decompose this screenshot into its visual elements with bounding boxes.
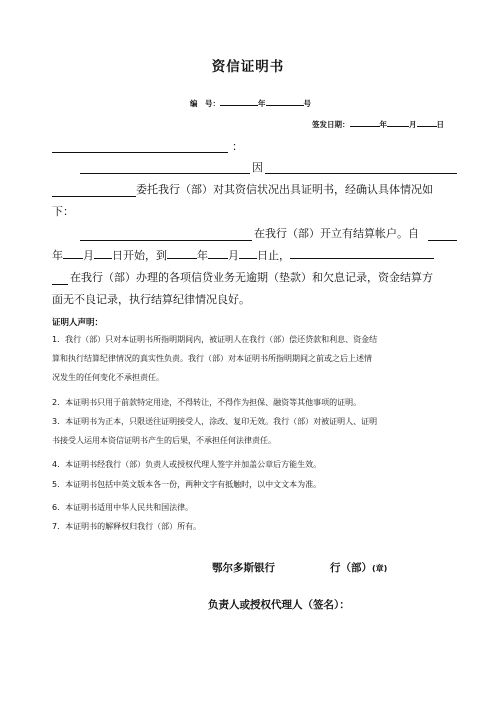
good-record-text: 面无不良记录，执行结算纪律情况良好。	[52, 293, 250, 306]
purpose-blank-2[interactable]	[52, 196, 136, 197]
account-holder-blank[interactable]	[80, 240, 252, 241]
issue-date-row	[312, 117, 444, 130]
statement-line-2: 算和执行结算纪律情况的真实性负责。我行（部）对本证明书所指明期间之前或之后上述情	[52, 354, 372, 363]
end-month-unit: 月	[228, 249, 239, 262]
issue-day-blank[interactable]	[417, 117, 437, 127]
statement-line-8: 5．本证明书包括中英文版本各一份，两种文字有抵触时，以中文文本为准。	[52, 480, 322, 489]
issue-year: 年	[379, 120, 387, 129]
start-day-unit: 日开始，到	[112, 249, 167, 262]
purpose-blank[interactable]	[265, 173, 457, 174]
end-day-blank[interactable]	[239, 249, 257, 259]
below-text: 下：	[52, 205, 74, 218]
credit-text: 在我行（部）办理的各项信贷业务无逾期（垫款）和欠息记录，资金结算方	[70, 271, 433, 284]
issue-month: 月	[409, 120, 417, 129]
issue-date-label: 签发日期：	[312, 120, 350, 129]
bank-name: 鄂尔多斯银行	[212, 562, 275, 574]
statement-line-9: 6．本证明书适用中华人民共和国法律。	[52, 503, 194, 512]
client-blank[interactable]	[290, 249, 434, 259]
statement-line-1: 1．我行（部）只对本证明书所指明期间内，被证明人在我行（部）偿还贷款和利息、资金结	[52, 335, 378, 344]
end-month-blank[interactable]	[208, 249, 228, 259]
start-month-unit: 月	[83, 249, 94, 262]
end-year-blank[interactable]	[167, 249, 197, 259]
document-title: 资信证明书	[211, 59, 285, 75]
statement-line-10: 7．本证明书的解释权归我行（部）所有。	[52, 522, 202, 531]
because-text: 因	[252, 161, 263, 174]
account-opened-text: 在我行（部）开立有结算帐户。自	[254, 227, 419, 240]
client-blank-2[interactable]	[52, 284, 68, 285]
signer-label: 负责人或授权代理人（签名）：	[208, 599, 350, 611]
statement-line-3: 况发生的任何变化不承担责任。	[52, 373, 164, 382]
number-year: 年	[258, 99, 266, 108]
end-day-unit: 日止，	[257, 249, 290, 262]
statement-line-7: 4．本证明书经我行（部）负责人或授权代理人签字并加盖公章后方能生效。	[52, 460, 322, 469]
recipient-blank[interactable]	[52, 152, 228, 153]
period-row	[52, 245, 434, 268]
number-no: 号	[303, 99, 311, 108]
client-name-blank[interactable]	[80, 173, 250, 174]
start-month-blank[interactable]	[63, 249, 83, 259]
start-year-blank[interactable]	[428, 240, 457, 241]
number-prefix-blank[interactable]	[220, 96, 258, 106]
recipient-colon: ：	[232, 140, 243, 153]
number-label: 编 号：	[190, 99, 220, 108]
statement-line-4: 2．本证明书只用于前款特定用途，不得转让，不得作为担保、融资等其他事项的证明。	[52, 398, 362, 407]
statement-line-6: 书接受人运用本资信证明书产生的后果，不承担任何法律责任。	[52, 436, 276, 445]
issue-year-blank[interactable]	[350, 117, 380, 127]
number-row	[190, 96, 311, 109]
start-day-blank[interactable]	[94, 249, 112, 259]
entrust-text: 委托我行（部）对其资信状况出具证明书，经确认具体情况如	[136, 183, 433, 196]
seal-text: (章)	[372, 564, 388, 573]
issue-month-blank[interactable]	[387, 117, 409, 127]
end-year-unit: 年	[197, 249, 208, 262]
number-seq-blank[interactable]	[266, 96, 304, 106]
statement-line-5: 3．本证明书为正本，只限送往证明接受人，涂改、复印无效。我行（部）对被证明人、证明	[52, 417, 378, 426]
statement-heading: 证明人声明：	[52, 318, 104, 328]
branch-label	[330, 560, 387, 575]
start-year-unit: 年	[52, 249, 63, 262]
issue-day: 日	[436, 120, 444, 129]
branch-text: 行（部）	[330, 562, 372, 574]
